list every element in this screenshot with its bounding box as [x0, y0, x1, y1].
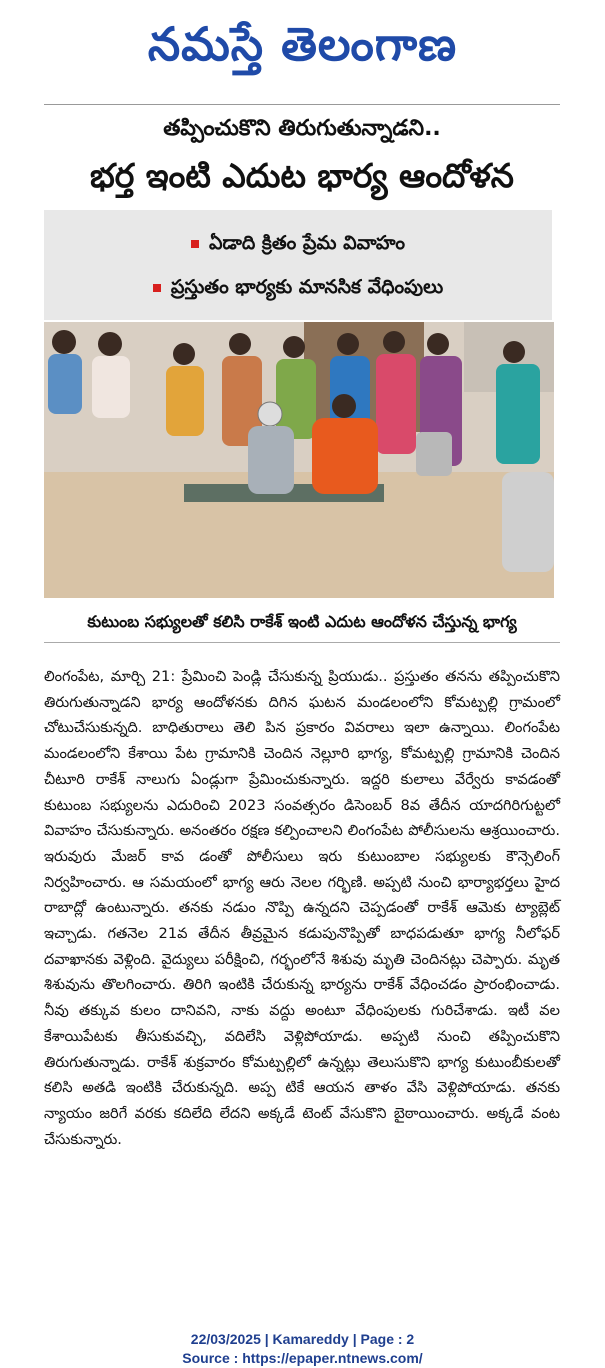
photo-illustration — [44, 322, 554, 598]
bullet-square-icon — [153, 284, 161, 292]
headline-block — [44, 110, 560, 203]
divider — [44, 104, 560, 105]
photo-caption: కుటుంబ సభ్యులతో కలిసి రాకేశ్ ఇంటి ఎదుట ఆందోళన చేస్తున్న భాగ్య — [44, 602, 560, 643]
highlight-item — [44, 276, 552, 303]
masthead — [0, 0, 605, 92]
source-line: Source : https://epaper.ntnews.com/ — [182, 1350, 423, 1366]
highlight-item — [44, 232, 552, 259]
news-photo — [44, 322, 554, 598]
headline-kicker: తప్పించుకొని తిరుగుతున్నాడని.. — [163, 116, 441, 141]
article-body: లింగంపేట, మార్చి 21: ప్రేమించి పెండ్లి చేసుకున్న ప్రియుడు.. ప్రస్తుతం తనను తప్పించుకొని తిరుగుతున్నాడని భార్య ఆందోళనకు దిగిన ఘటన మండలంలోని కోమట్పల్లి గ్రామంలో చోటుచేసుకున్నది. బాధితురాలు తెలి పిన ప్రకారం వివరాలు ఇలా ఉన్నాయి. లింగంపేట మండలంలోని కేశాయి పేట గ్రామానికి చెందిన నెల్లూరి భాగ్య, కోమట్పల్లి గ్రామానికి చెందిన చీటూరి రాకేశ్ నాలుగు ఏండ్లుగా ప్రేమించుకున్నారు. ఇద్దరి కులాలు వేర్వేరు కావడంతో కుటుంబ సభ్యులను ఎదురించి 2023 సంవత్సరం డిసెంబర్ 8వ తేదీన యాదగిరిగుట్టలో వివాహం చేసుకున్నారు. అనంతరం రక్షణ కల్పించాలని లింగంపేట పోలీసులను ఆశ్రయించారు. ఇరువురు మేజర్ కావ డంతో పోలీసులు ఇరు కుటుంబాల సభ్యులకు కౌన్సెలింగ్ నిర్వహించారు. ఆ సమయంలో భాగ్య ఆరు నెలల గర్భిణి. అప్పటి నుంచి భార్యాభర్తలు హైద రాబాద్లో ఉంటున్నారు. తనకు నడుం నొప్పి ఉన్నదని చెప్పడంతో రాకేశ్ ఆమెకు ట్యాబ్లెట్ ఇచ్చాడు. గతనెల 21వ తేదీన తీవ్రమైన కడుపునొప్పితో బాధపడుతూ భాగ్య నీలోఫర్ దవాఖానకు వెళ్లింది. వైద్యులు పరీక్షించి, గర్భంలోనే శిశువు మృతి చెందినట్లు చెప్పారు. మృత శిశువును తొలగించారు. తిరిగి ఇంటికి చేరుకున్న భార్యను రాకేశ్ వేధించడం ప్రారంభించాడు. నీవు తక్కువ కులం దానివని, నాకు వద్దు అంటూ వేధింపులకు గురిచేశాడు. ఇటీ వల కేశాయిపేటకు తీసుకువచ్చి, వదిలేసి వెళ్లిపోయాడు. అప్పటి నుంచి తప్పించుకొని తిరుగుతున్నాడు. రాకేశ్ శుక్రవారం కోమట్పల్లిలో ఉన్నట్లు తెలుసుకొని భాగ్య కుటుంబీకులతో కలిసి అతడి ఇంటికి చేరుకున్నది. అప్ప టికే ఆయన తాళం వేసి వెళ్లిపోయాడు. తనకు న్యాయం జరిగే వరకు కదిలేది లేదని అక్కడే టెంట్ వేసుకొని బైఠాయించారు. అక్కడే వంట చేసుకున్నారు. — [44, 668, 560, 1148]
headline-title: భర్త ఇంటి ఎదుట భార్య ఆందోళన — [90, 156, 514, 195]
highlights-box — [44, 210, 552, 320]
highlight-text: ఏడాది క్రితం ప్రేమ వివాహం — [209, 232, 405, 254]
highlight-text: ప్రస్తుతం భార్యకు మానసిక వేధింపులు — [170, 276, 444, 298]
footer — [0, 1330, 605, 1368]
bullet-square-icon — [191, 240, 199, 248]
dateline: 22/03/2025 | Kamareddy | Page : 2 — [190, 1331, 415, 1347]
newspaper-logo: నమస్తే తెలంగాణ — [147, 17, 458, 71]
